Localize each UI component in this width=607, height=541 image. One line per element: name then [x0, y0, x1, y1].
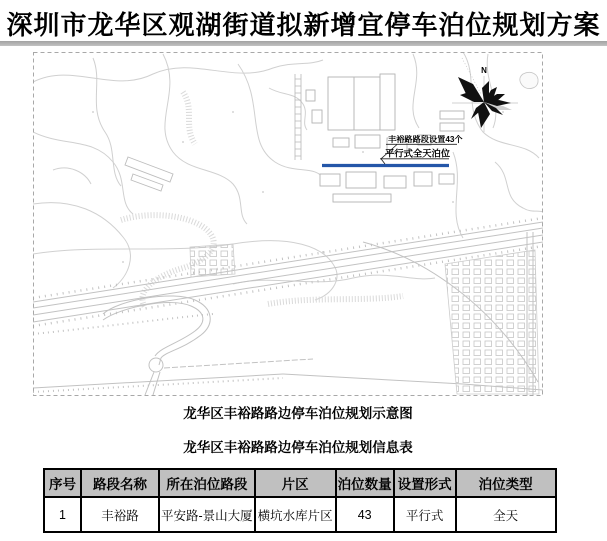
header-road-section: 所在泊位路段 [159, 469, 255, 497]
title-divider-bar [0, 41, 607, 46]
compass-rose-icon [452, 58, 518, 132]
table-row [44, 497, 556, 532]
table-caption: 龙华区丰裕路路边停车泊位规划信息表 [183, 440, 413, 455]
header-road-name: 路段名称 [81, 469, 159, 497]
cell-road-section: 平安路-景山大厦 [159, 497, 255, 532]
header-seq: 序号 [44, 469, 81, 497]
parking-info-table [43, 468, 557, 533]
railway-symbol [295, 74, 301, 160]
urban-blocks-district [445, 250, 539, 394]
hillside-buildings [125, 157, 173, 191]
cell-space-type: 全天 [456, 497, 556, 532]
cell-road-name: 丰裕路 [81, 497, 159, 532]
header-space-count: 泊位数量 [336, 469, 394, 497]
compass-north-label: N [481, 66, 487, 75]
header-space-type: 泊位类型 [456, 469, 556, 497]
map-caption: 龙华区丰裕路路边停车泊位规划示意图 [183, 406, 413, 421]
cell-district: 横坑水库片区 [255, 497, 336, 532]
annotation-line2: 平行式全天泊位 [385, 148, 451, 159]
header-layout-type: 设置形式 [394, 469, 456, 497]
header-district: 片区 [255, 469, 336, 497]
table-header-row [44, 469, 556, 497]
parking-annotation [380, 134, 463, 164]
cell-seq: 1 [44, 497, 81, 532]
page-title: 深圳市龙华区观湖街道拟新增宜停车泊位规划方案 [6, 10, 601, 40]
annotation-line1: 丰裕路路段设置43个 [388, 135, 463, 144]
planning-map [33, 52, 543, 396]
cell-layout-type: 平行式 [394, 497, 456, 532]
urban-blocks-cluster [190, 244, 235, 277]
planning-map-canvas [33, 52, 543, 396]
pond-outline [520, 72, 538, 88]
cell-space-count: 43 [336, 497, 394, 532]
